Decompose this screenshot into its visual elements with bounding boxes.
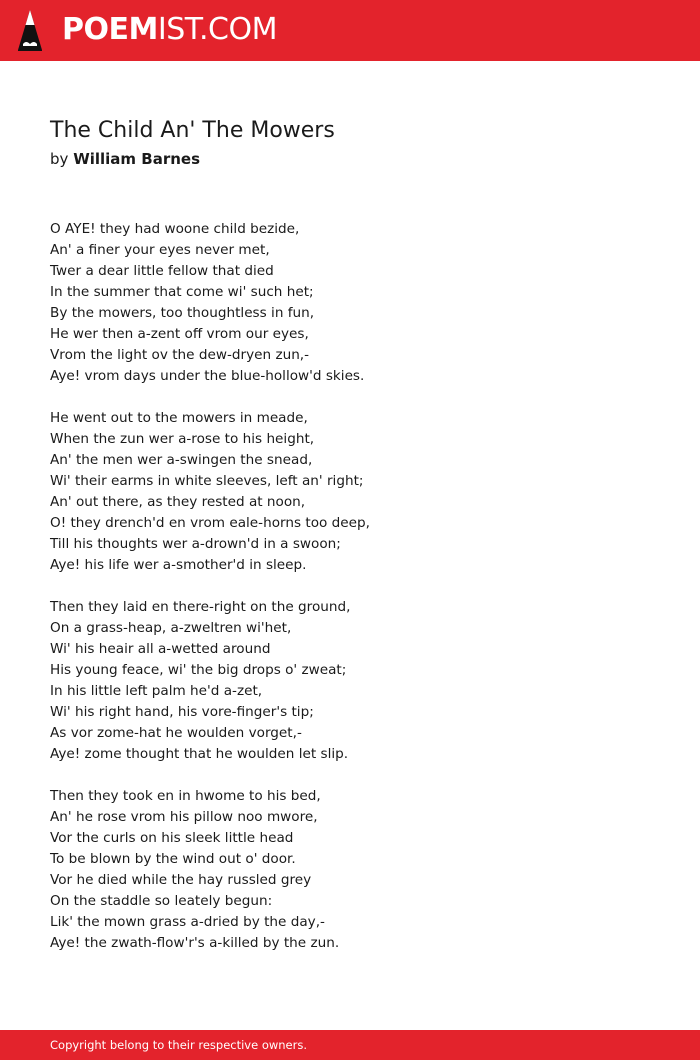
poem-line: An' he rose vrom his pillow noo mwore, xyxy=(50,809,318,825)
poem-line: An' a finer your eyes never met, xyxy=(50,242,270,258)
site-header xyxy=(0,0,700,61)
poem-line: When the zun wer a-rose to his height, xyxy=(50,431,315,447)
poem-line: Aye! vrom days under the blue-hollow'd skies. xyxy=(50,368,365,384)
poem-line: As vor zome-hat he woulden vorget,- xyxy=(50,725,302,741)
poem-line: Wi' their earms in white sleeves, left an' right; xyxy=(50,473,364,489)
poem-title: The Child An' The Mowers xyxy=(50,118,335,143)
poem-line: O! they drench'd en vrom eale-horns too deep, xyxy=(50,515,370,531)
poem-line: O AYE! they had woone child bezide, xyxy=(50,221,300,237)
brand-logo[interactable] xyxy=(62,12,277,48)
poem-line: By the mowers, too thoughtless in fun, xyxy=(50,305,315,321)
poem-line: Aye! zome thought that he woulden let slip. xyxy=(50,746,349,762)
pencil-tip-icon[interactable] xyxy=(17,9,43,51)
poem-line: Then they took en in hwome to his bed, xyxy=(50,788,321,804)
poem-line: Wi' his heair all a-wetted around xyxy=(50,641,271,657)
poem-line: His young feace, wi' the big drops o' zweat; xyxy=(50,662,347,678)
author-name: William Barnes xyxy=(73,150,201,168)
poem-line: An' out there, as they rested at noon, xyxy=(50,494,306,510)
poem-line: On a grass-heap, a-zweltren wi'het, xyxy=(50,620,292,636)
poem-line: He went out to the mowers in meade, xyxy=(50,410,308,426)
copyright-notice: Copyright belong to their respective owners. xyxy=(50,1038,308,1052)
poem-line: Till his thoughts wer a-drown'd in a swoon; xyxy=(50,536,341,552)
stanza xyxy=(50,786,650,954)
poem-line: In his little left palm he'd a-zet, xyxy=(50,683,263,699)
poem-line: To be blown by the wind out o' door. xyxy=(50,851,296,867)
poem-body xyxy=(50,219,650,975)
poem-line: Vor he died while the hay russled grey xyxy=(50,872,312,888)
poem-line: An' the men wer a-swingen the snead, xyxy=(50,452,313,468)
poem-line: Aye! his life wer a-smother'd in sleep. xyxy=(50,557,307,573)
poem-line: On the staddle so leately begun: xyxy=(50,893,273,909)
poem-line: Vrom the light ov the dew-dryen zun,- xyxy=(50,347,310,363)
poem-line: Then they laid en there-right on the ground, xyxy=(50,599,351,615)
byline xyxy=(50,149,200,169)
site-footer xyxy=(0,1030,700,1060)
poem-line: In the summer that come wi' such het; xyxy=(50,284,314,300)
poem-line: Lik' the mown grass a-dried by the day,- xyxy=(50,914,325,930)
poem-line: He wer then a-zent off vrom our eyes, xyxy=(50,326,309,342)
by-label: by xyxy=(50,150,69,168)
brand-name-light: IST.COM xyxy=(157,12,277,47)
poem-line: Twer a dear little fellow that died xyxy=(50,263,274,279)
poem-line: Wi' his right hand, his vore-finger's tip; xyxy=(50,704,314,720)
stanza xyxy=(50,597,650,765)
stanza xyxy=(50,219,650,387)
brand-name-bold: POEM xyxy=(62,12,158,47)
poem-line: Aye! the zwath-flow'r's a-killed by the zun. xyxy=(50,935,340,951)
stanza xyxy=(50,408,650,576)
poem-line: Vor the curls on his sleek little head xyxy=(50,830,294,846)
